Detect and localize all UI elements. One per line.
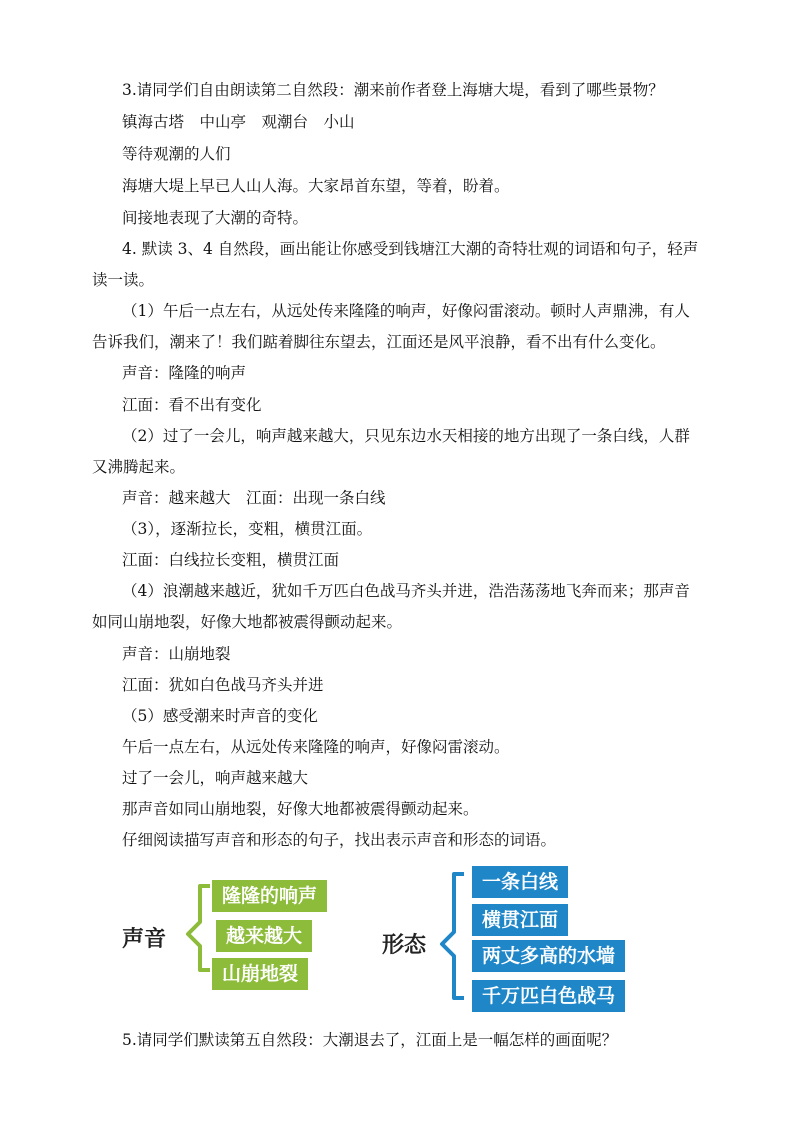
question-4: 4. 默读 3、4 自然段，画出能让你感受到钱塘江大潮的奇特壮观的词语和句子，轻声 [122, 240, 699, 258]
scenery-list: 镇海古塔 中山亭 观潮台 小山 [122, 113, 355, 131]
shape-item: 一条白线 [472, 866, 568, 898]
text-line: 江面：犹如白色战马齐头并进 [122, 676, 324, 694]
text-line: 午后一点左右，从远处传来隆隆的响声，好像闷雷滚动。 [122, 738, 510, 756]
text-line: 声音：山崩地裂 [122, 645, 231, 663]
instruction-line: 仔细阅读描写声音和形态的句子，找出表示声音和形态的词语。 [122, 831, 557, 849]
sound-item: 越来越大 [216, 920, 312, 952]
passage-1: （1）午后一点左右，从远处传来隆隆的响声，好像闷雷滚动。顿时人声鼎沸，有人 [122, 302, 690, 320]
text-line: 海塘大堤上早已人山人海。大家昂首东望，等着，盼着。 [122, 177, 510, 195]
question-3: 3.请同学们自由朗读第二自然段：潮来前作者登上海塘大堤，看到了哪些景物？ [122, 81, 664, 99]
passage-3: （3），逐渐拉长，变粗，横贯江面。 [122, 520, 373, 538]
right-brace [442, 874, 464, 998]
text-line: 过了一会儿，响声越来越大 [122, 769, 309, 787]
text-line: 声音：隆隆的响声 [122, 364, 247, 382]
sound-shape-diagram [92, 862, 712, 1022]
text-line: 江面：白线拉长变粗，横贯江面 [122, 551, 340, 569]
text-line: 又沸腾起来。 [92, 458, 186, 476]
passage-2: （2）过了一会儿，响声越来越大，只见东边水天相接的地方出现了一条白线，人群 [122, 427, 690, 445]
sound-label: 声音 [122, 927, 167, 952]
shape-item: 千万匹白色战马 [472, 980, 625, 1012]
text-line: 间接地表现了大潮的奇特。 [122, 209, 309, 227]
left-brace [188, 886, 210, 970]
shape-item: 两丈多高的水墙 [472, 940, 625, 972]
shape-label: 形态 [382, 933, 427, 958]
text-line: 读一读。 [92, 271, 155, 289]
text-line: 声音：越来越大 江面：出现一条白线 [122, 489, 386, 507]
passage-4: （4）浪潮越来越近，犹如千万匹白色战马齐头并进，浩浩荡荡地飞奔而来；那声音 [122, 582, 690, 600]
text-line: 告诉我们，潮来了！我们踮着脚往东望去，江面还是风平浪静，看不出有什么变化。 [92, 333, 666, 351]
text-line: 那声音如同山崩地裂，好像大地都被震得颤动起来。 [122, 800, 479, 818]
sound-item: 山崩地裂 [212, 958, 308, 990]
passage-5: （5）感受潮来时声音的变化 [122, 707, 318, 725]
sound-item: 隆隆的响声 [212, 880, 327, 912]
text-line: 江面：看不出有变化 [122, 396, 262, 414]
text-line: 如同山崩地裂，好像大地都被震得颤动起来。 [92, 613, 403, 631]
shape-item: 横贯江面 [472, 904, 568, 936]
question-5: 5.请同学们默读第五自然段：大潮退去了，江面上是一幅怎样的画面呢？ [122, 1031, 618, 1049]
text-line: 等待观潮的人们 [122, 145, 231, 163]
